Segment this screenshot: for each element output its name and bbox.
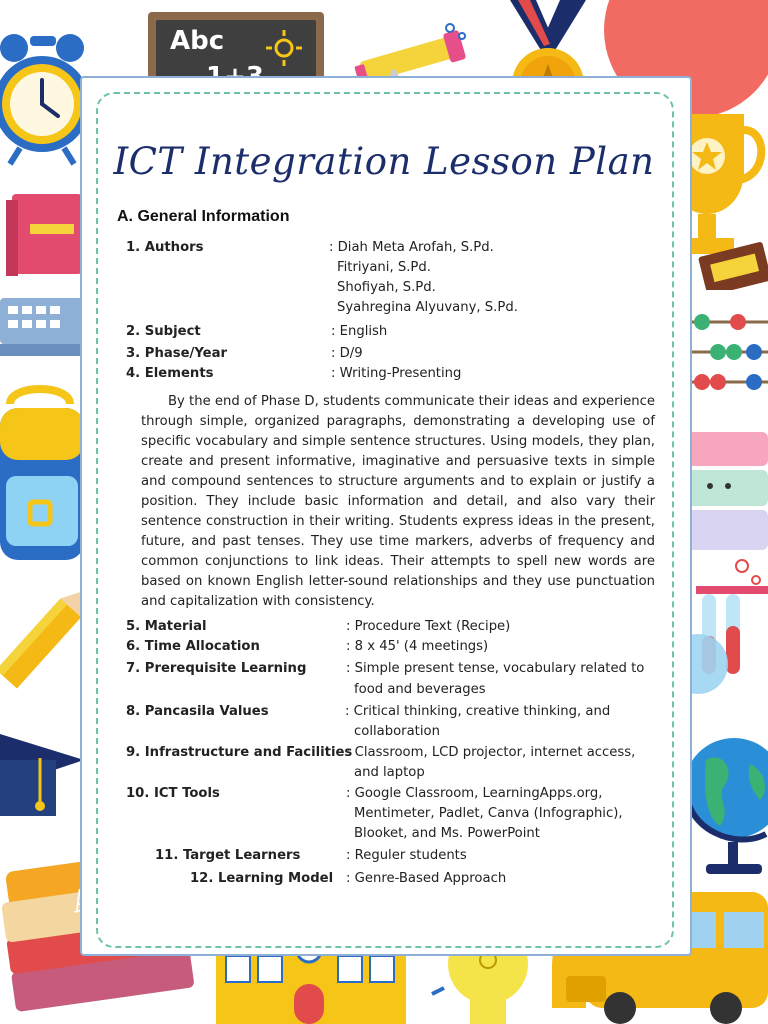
learners-value: : Reguler students [346, 848, 467, 863]
learners-label: 11. Target Learners [155, 848, 301, 863]
ict-value-line-3: Blooket, and Ms. PowerPoint [354, 826, 540, 841]
author-1: : Diah Meta Arofah, S.Pd. [329, 240, 494, 255]
pancasila-value-line-2: collaboration [354, 724, 440, 739]
model-label: 12. Learning Model [190, 871, 334, 886]
pancasila-label: 8. Pancasila Values [126, 704, 269, 719]
infra-value-line-2: and laptop [354, 765, 425, 780]
page-title: ICT Integration Lesson Plan [113, 140, 655, 183]
subject-value: : English [331, 324, 388, 339]
elements-label: 4. Elements [126, 366, 214, 381]
material-label: 5. Material [126, 619, 207, 634]
infra-label: 9. Infrastructure and Facilities [126, 745, 353, 760]
author-2: Fitriyani, S.Pd. [337, 260, 431, 275]
ict-label: 10. ICT Tools [126, 786, 220, 801]
material-value: : Procedure Text (Recipe) [346, 619, 511, 634]
pencil-illustration [0, 582, 84, 702]
book-illustration [0, 190, 84, 280]
prereq-label: 7. Prerequisite Learning [126, 661, 307, 676]
model-value: : Genre-Based Approach [346, 871, 507, 886]
prereq-value-line-2: food and beverages [354, 682, 486, 697]
pancasila-value-line-1: : Critical thinking, creative thinking, and [345, 704, 611, 719]
section-heading: A. General Information [117, 208, 290, 225]
time-value: : 8 x 45' (4 meetings) [346, 639, 489, 654]
author-4: Syahregina Alyuvany, S.Pd. [337, 300, 518, 315]
book-stack-illustration [688, 432, 768, 552]
ict-value-line-1: : Google Classroom, LearningApps.org, [346, 786, 603, 801]
phase-value: : D/9 [331, 346, 363, 361]
time-label: 6. Time Allocation [126, 639, 260, 654]
laptop-illustration [0, 292, 84, 364]
elements-paragraph: By the end of Phase D, students communicate their ideas and experience through simple, organized paragraphs, demonstrating a developing use of specific vocabulary and simple sentence structures. Using models, they plan, create and present informative, imaginative and persuasive texts in simple and compound sentences to structure arguments and to explain or justify a position. They include basic information and detail, and also vary their sentence construction in their writing. Students express ideas in the present, future, and past tenses. They use time markers, adverbs of frequency and common conjunctions to link ideas. Their attempts to spell new words are based on known English letter-sound relationships and they use punctuation and capitalization with consistency. [141, 394, 655, 609]
graduation-cap-illustration [0, 708, 84, 820]
prereq-value-line-1: : Simple present tense, vocabulary related to [346, 661, 645, 676]
elements-value: : Writing-Presenting [331, 366, 462, 381]
subject-label: 2. Subject [126, 324, 201, 339]
authors-label: 1. Authors [126, 240, 204, 255]
ict-value-line-2: Mentimeter, Padlet, Canva (Infographic), [354, 806, 623, 821]
phase-label: 3. Phase/Year [126, 346, 228, 361]
author-3: Shofiyah, S.Pd. [337, 280, 436, 295]
backpack-illustration [0, 384, 84, 566]
sun-icon [264, 28, 304, 68]
chalkboard-text-1: Abc [170, 26, 225, 56]
infra-value-line-1: : Classroom, LCD projector, internet access, [346, 745, 636, 760]
